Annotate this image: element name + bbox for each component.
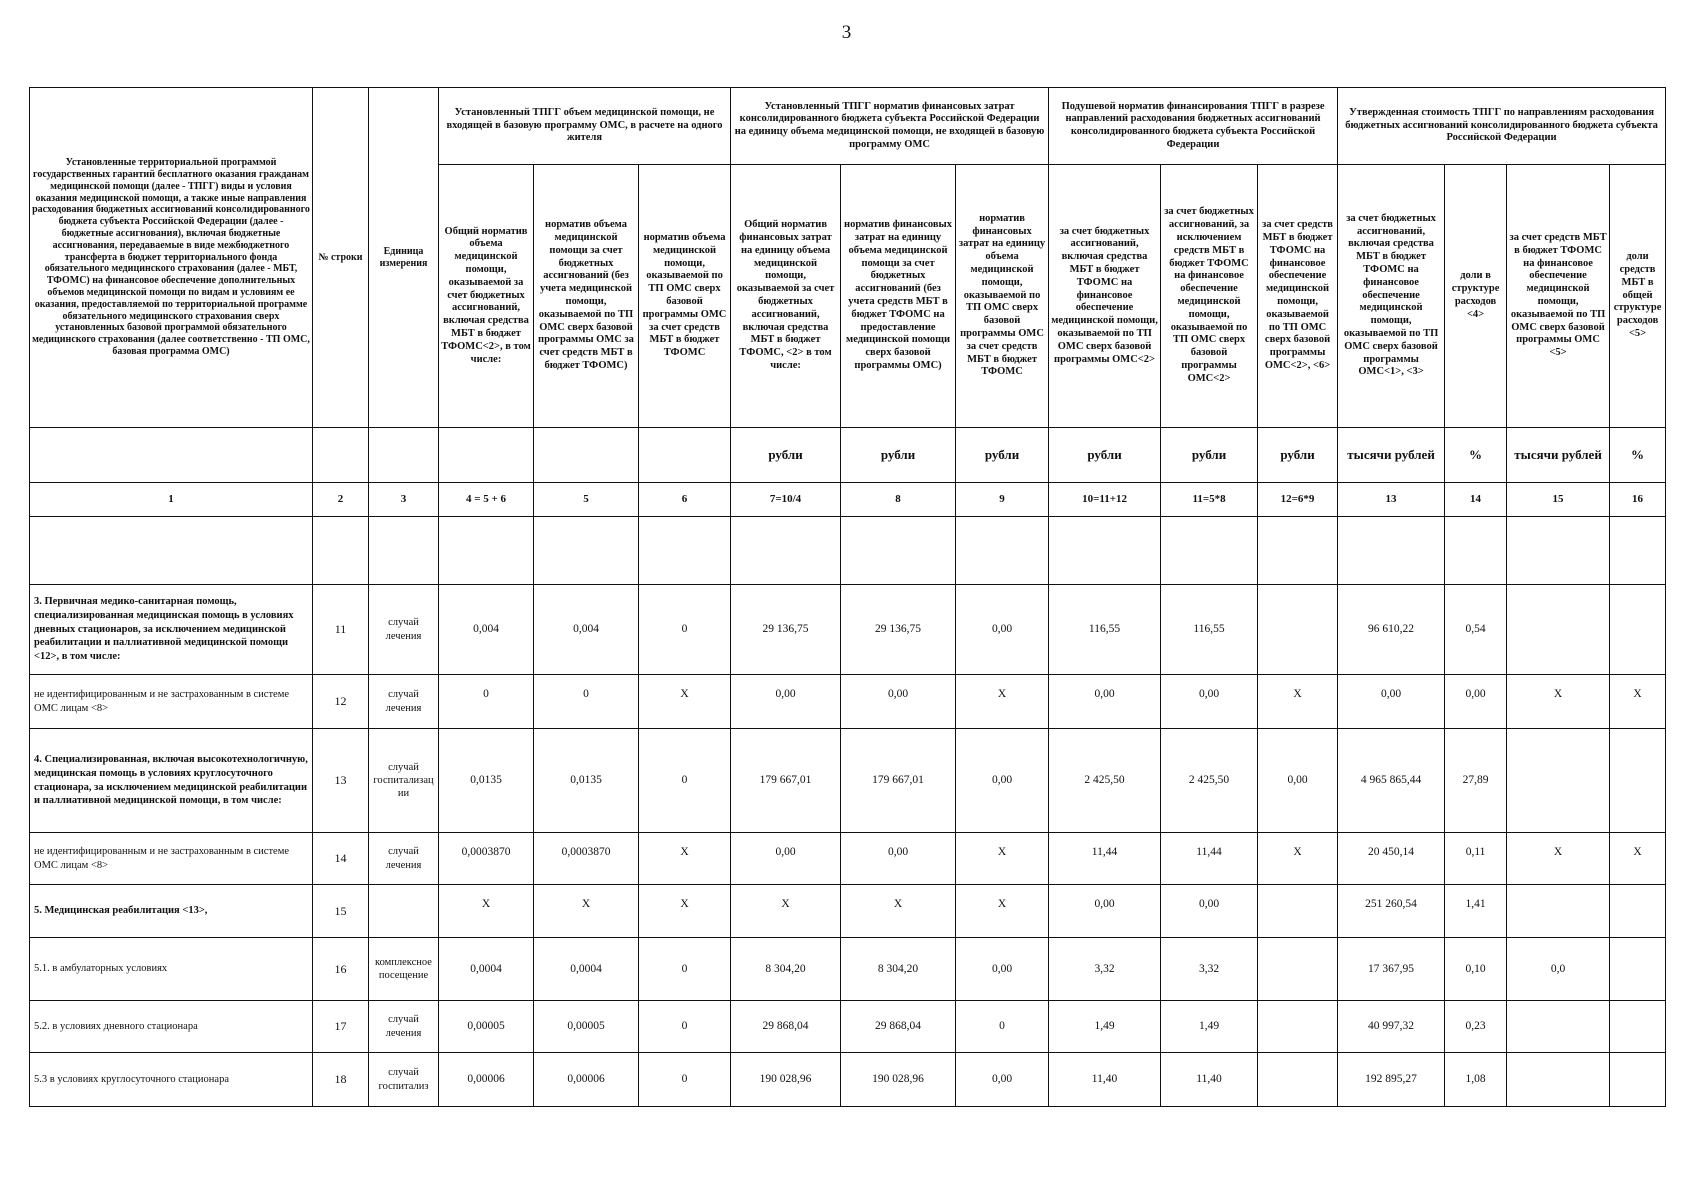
row-name: не идентифицированным и не застрахованным в системе ОМС лицам <8>	[30, 833, 313, 885]
row-value	[1258, 1053, 1338, 1107]
row-unit: случай лечения	[369, 1001, 439, 1053]
row-value: 190 028,96	[841, 1053, 956, 1107]
empty-cell	[1258, 517, 1338, 585]
funding-table	[29, 87, 1666, 1107]
empty-cell	[534, 517, 639, 585]
row-value: 179 667,01	[841, 729, 956, 833]
row-unit: случай госпитализации	[369, 729, 439, 833]
row-value: 0,0004	[439, 938, 534, 1001]
header-col1: Установленные территориальной программой государственных гарантий бесплатного оказания гражданам медицинской помощи (далее - ТПГГ) виды и условия оказания медицинской помощи, а также иные направления расходования бюджетных ассигнований консолидированного бюджета субъекта Российской Федерации (далее - бюджетные ассигнования), включая бюджетные ассигнования, передаваемые в виде межбюджетного трансферта в бюджет территориального фонда обязательного медицинского страхования (далее - МБТ, ТФОМС) на финансовое обеспечение дополнительных объемов медицинской помощи по видам и условиям ее оказания, предоставляемой по территориальной программе обязательного медицинского страхования сверх установленных базовой программой обязательного медицинского страхования (далее соответственно - ТП ОМС, базовая программа ОМС)	[30, 88, 313, 428]
row-name: 4. Специализированная, включая высокотехнологичную, медицинская помощь в условиях круглосуточного стационара, за исключением медицинской реабилитации и паллиативной медицинской помощи, в том числе:	[30, 729, 313, 833]
row-value: 0,54	[1445, 585, 1507, 675]
row-value	[1610, 1001, 1666, 1053]
header-sub-10: за счет бюджетных ассигнований, включая средства МБТ в бюджет ТФОМС на финансовое обеспечение медицинской помощи, оказываемой по ТП ОМС сверх базовой программы ОМС<2>	[1049, 165, 1161, 428]
row-number: 14	[313, 833, 369, 885]
header-group-approved-cost: Утвержденная стоимость ТПГГ по направлениям расходования бюджетных ассигнований консолидированного бюджета субъекта Российской Федерации	[1338, 88, 1666, 165]
row-unit: случай лечения	[369, 833, 439, 885]
row-value: 8 304,20	[841, 938, 956, 1001]
row-value: 29 136,75	[731, 585, 841, 675]
column-index: 16	[1610, 483, 1666, 517]
row-value: 0,0003870	[439, 833, 534, 885]
row-value: 0,11	[1445, 833, 1507, 885]
row-value: 40 997,32	[1338, 1001, 1445, 1053]
row-unit: случай лечения	[369, 585, 439, 675]
row-value: 2 425,50	[1161, 729, 1258, 833]
row-value: X	[956, 885, 1049, 938]
row-value: 0,00	[1161, 885, 1258, 938]
row-value: 2 425,50	[1049, 729, 1161, 833]
row-value: 3,32	[1161, 938, 1258, 1001]
header-sub-9: норматив финансовых затрат на единицу объема медицинской помощи, оказываемой по ТП ОМС сверх базовой программы ОМС за счет средств МБТ в бюджет ТФОМС	[956, 165, 1049, 428]
empty-cell	[1338, 517, 1445, 585]
column-index: 10=11+12	[1049, 483, 1161, 517]
row-value: 0,10	[1445, 938, 1507, 1001]
row-value	[1610, 585, 1666, 675]
row-number: 18	[313, 1053, 369, 1107]
row-value: 0	[639, 729, 731, 833]
column-index: 11=5*8	[1161, 483, 1258, 517]
row-value: 17 367,95	[1338, 938, 1445, 1001]
row-number: 11	[313, 585, 369, 675]
header-sub-6: норматив объема медицинской помощи, оказываемой по ТП ОМС сверх базовой программы ОМС за счет средств МБТ в бюджет ТФОМС	[639, 165, 731, 428]
row-value: X	[731, 885, 841, 938]
empty-cell	[731, 517, 841, 585]
row-unit: случай госпитализ	[369, 1053, 439, 1107]
row-value: 1,08	[1445, 1053, 1507, 1107]
row-value: X	[534, 885, 639, 938]
row-value: 0,00	[1161, 675, 1258, 729]
table-body	[30, 88, 1666, 1107]
row-value: 0	[439, 675, 534, 729]
column-index-row	[30, 483, 1666, 517]
column-index: 8	[841, 483, 956, 517]
row-value: 190 028,96	[731, 1053, 841, 1107]
row-value	[1610, 885, 1666, 938]
header-sub-5: норматив объема медицинской помощи за счет бюджетных ассигнований (без учета медицинской помощи, оказываемой по ТП ОМС сверх базовой программы ОМС за счет средств МБТ в бюджет ТФОМС)	[534, 165, 639, 428]
table-row	[30, 885, 1666, 938]
row-value: 0,00	[841, 833, 956, 885]
column-index: 9	[956, 483, 1049, 517]
row-value: 11,44	[1161, 833, 1258, 885]
column-index: 7=10/4	[731, 483, 841, 517]
column-index: 1	[30, 483, 313, 517]
row-value: 0,00	[731, 675, 841, 729]
empty-cell	[1049, 517, 1161, 585]
row-name: 5. Медицинская реабилитация <13>,	[30, 885, 313, 938]
row-name: 5.1. в амбулаторных условиях	[30, 938, 313, 1001]
row-value: 0,00006	[439, 1053, 534, 1107]
row-value: 251 260,54	[1338, 885, 1445, 938]
row-value: 179 667,01	[731, 729, 841, 833]
row-value	[1507, 1053, 1610, 1107]
unit-cell: рубли	[1049, 428, 1161, 483]
row-value: 116,55	[1161, 585, 1258, 675]
row-value	[1258, 885, 1338, 938]
table-row	[30, 1053, 1666, 1107]
row-name: 3. Первичная медико-санитарная помощь, специализированная медицинская помощь в условиях дневных стационаров, за исключением медицинской реабилитации и паллиативной медицинской помощи <12>, в том числе:	[30, 585, 313, 675]
row-value	[1258, 938, 1338, 1001]
header-row-number: № строки	[313, 88, 369, 428]
row-number: 12	[313, 675, 369, 729]
row-value: X	[639, 675, 731, 729]
row-value: 0,00	[1338, 675, 1445, 729]
column-index: 13	[1338, 483, 1445, 517]
row-value: 29 868,04	[841, 1001, 956, 1053]
row-value: 0,00005	[439, 1001, 534, 1053]
empty-cell	[1610, 517, 1666, 585]
row-value: 29 868,04	[731, 1001, 841, 1053]
row-number: 16	[313, 938, 369, 1001]
header-sub-14: доли в структуре расходов <4>	[1445, 165, 1507, 428]
row-value: 20 450,14	[1338, 833, 1445, 885]
column-index: 14	[1445, 483, 1507, 517]
column-index: 6	[639, 483, 731, 517]
blank-row	[30, 517, 1666, 585]
row-value	[1610, 938, 1666, 1001]
row-value: 0	[956, 1001, 1049, 1053]
unit-cell: рубли	[1258, 428, 1338, 483]
units-row	[30, 428, 1666, 483]
row-unit	[369, 885, 439, 938]
row-value: 0,0	[1507, 938, 1610, 1001]
table-row	[30, 833, 1666, 885]
header-group-cost-norm: Установленный ТПГГ норматив финансовых затрат консолидированного бюджета субъекта Российской Федерации на единицу объема медицинской помощи, не входящей в базовую программу ОМС	[731, 88, 1049, 165]
row-value: 0	[639, 1001, 731, 1053]
row-value: 1,41	[1445, 885, 1507, 938]
column-index: 15	[1507, 483, 1610, 517]
unit-cell	[439, 428, 534, 483]
row-value: X	[1258, 675, 1338, 729]
header-group-per-capita: Подушевой норматив финансирования ТПГГ в разрезе направлений расходования бюджетных ассигнований консолидированного бюджета субъекта Российской Федерации	[1049, 88, 1338, 165]
row-value	[1610, 729, 1666, 833]
table-row	[30, 729, 1666, 833]
row-number: 15	[313, 885, 369, 938]
row-value: 0,00	[956, 729, 1049, 833]
row-value: X	[639, 885, 731, 938]
row-value: 0	[534, 675, 639, 729]
column-index: 3	[369, 483, 439, 517]
row-name: 5.3 в условиях круглосуточного стационара	[30, 1053, 313, 1107]
unit-cell	[30, 428, 313, 483]
unit-cell	[369, 428, 439, 483]
column-index: 12=6*9	[1258, 483, 1338, 517]
unit-cell	[313, 428, 369, 483]
column-index: 4 = 5 + 6	[439, 483, 534, 517]
row-unit: случай лечения	[369, 675, 439, 729]
row-value: 116,55	[1049, 585, 1161, 675]
row-value: 0	[639, 1053, 731, 1107]
table-row	[30, 1001, 1666, 1053]
unit-cell: рубли	[841, 428, 956, 483]
empty-cell	[639, 517, 731, 585]
empty-cell	[956, 517, 1049, 585]
row-value: X	[1610, 833, 1666, 885]
row-value: X	[639, 833, 731, 885]
header-row-groups	[30, 88, 1666, 165]
header-sub-13: за счет бюджетных ассигнований, включая средства МБТ в бюджет ТФОМС на финансовое обеспечение медицинской помощи, оказываемой по ТП ОМС сверх базовой программы ОМС<1>, <3>	[1338, 165, 1445, 428]
header-sub-8: норматив финансовых затрат на единицу объема медицинской помощи за счет бюджетных ассигнований (без учета средств МБТ в бюджет ТФОМС на предоставление медицинской помощи сверх базовой программы ОМС)	[841, 165, 956, 428]
row-value	[1507, 1001, 1610, 1053]
table-row	[30, 585, 1666, 675]
row-value: 11,40	[1161, 1053, 1258, 1107]
header-sub-7: Общий норматив финансовых затрат на единицу объема медицинской помощи, оказываемой за счет бюджетных ассигнований, включая средства МБТ в бюджет ТФОМС, <2> в том числе:	[731, 165, 841, 428]
row-value: 0,0003870	[534, 833, 639, 885]
row-value: 0,00	[1445, 675, 1507, 729]
empty-cell	[369, 517, 439, 585]
row-value: X	[439, 885, 534, 938]
header-sub-15: за счет средств МБТ в бюджет ТФОМС на финансовое обеспечение медицинской помощи, оказываемой по ТП ОМС сверх базовой программы ОМС <5>	[1507, 165, 1610, 428]
row-value: X	[1507, 833, 1610, 885]
row-value: X	[1610, 675, 1666, 729]
header-sub-12: за счет средств МБТ в бюджет ТФОМС на финансовое обеспечение медицинской помощи, оказываемой по ТП ОМС сверх базовой программы ОМС<2>, <6>	[1258, 165, 1338, 428]
row-value	[1507, 885, 1610, 938]
row-value: 1,49	[1161, 1001, 1258, 1053]
unit-cell: рубли	[1161, 428, 1258, 483]
page-number: 3	[841, 22, 852, 43]
row-name: 5.2. в условиях дневного стационара	[30, 1001, 313, 1053]
row-value	[1258, 585, 1338, 675]
row-value: 29 136,75	[841, 585, 956, 675]
row-value	[1507, 585, 1610, 675]
row-value: X	[1507, 675, 1610, 729]
row-value: 0,00	[956, 938, 1049, 1001]
row-value	[1507, 729, 1610, 833]
row-value: 0,00005	[534, 1001, 639, 1053]
row-value: 27,89	[1445, 729, 1507, 833]
row-number: 17	[313, 1001, 369, 1053]
row-value: 192 895,27	[1338, 1053, 1445, 1107]
row-value: 8 304,20	[731, 938, 841, 1001]
row-value: 0,00006	[534, 1053, 639, 1107]
row-value: X	[956, 675, 1049, 729]
row-value: 11,40	[1049, 1053, 1161, 1107]
row-value: 0,004	[534, 585, 639, 675]
header-sub-16: доли средств МБТ в общей структуре расходов <5>	[1610, 165, 1666, 428]
unit-cell: рубли	[731, 428, 841, 483]
table-row	[30, 938, 1666, 1001]
column-index: 2	[313, 483, 369, 517]
header-sub-4: Общий норматив объема медицинской помощи, оказываемой за счет бюджетных ассигнований, включая средства МБТ в бюджет ТФОМС<2>, в том числе:	[439, 165, 534, 428]
row-unit: комплексное посещение	[369, 938, 439, 1001]
unit-cell: %	[1610, 428, 1666, 483]
row-value: 0,00	[1049, 885, 1161, 938]
unit-cell	[534, 428, 639, 483]
table-row	[30, 675, 1666, 729]
row-value: X	[841, 885, 956, 938]
row-value: 3,32	[1049, 938, 1161, 1001]
row-value: 0,00	[1049, 675, 1161, 729]
unit-cell: тысячи рублей	[1338, 428, 1445, 483]
row-value: 0,00	[956, 585, 1049, 675]
row-number: 13	[313, 729, 369, 833]
unit-cell: %	[1445, 428, 1507, 483]
row-value	[1258, 1001, 1338, 1053]
row-value: 0,00	[1258, 729, 1338, 833]
row-value: 0,23	[1445, 1001, 1507, 1053]
header-group-volume: Установленный ТПГГ объем медицинской помощи, не входящей в базовую программу ОМС, в расчете на одного жителя	[439, 88, 731, 165]
row-value: 0,0135	[439, 729, 534, 833]
empty-cell	[30, 517, 313, 585]
row-value: 96 610,22	[1338, 585, 1445, 675]
header-sub-11: за счет бюджетных ассигнований, за исключением средств МБТ в бюджет ТФОМС на финансовое обеспечение медицинской помощи, оказываемой по ТП ОМС сверх базовой программы ОМС<2>	[1161, 165, 1258, 428]
row-value: 0	[639, 938, 731, 1001]
header-unit: Единица измерения	[369, 88, 439, 428]
unit-cell: тысячи рублей	[1507, 428, 1610, 483]
row-name: не идентифицированным и не застрахованным в системе ОМС лицам <8>	[30, 675, 313, 729]
row-value: 0,0004	[534, 938, 639, 1001]
row-value: 0,004	[439, 585, 534, 675]
empty-cell	[841, 517, 956, 585]
row-value: 0,00	[731, 833, 841, 885]
unit-cell: рубли	[956, 428, 1049, 483]
row-value: 4 965 865,44	[1338, 729, 1445, 833]
row-value: 0,0135	[534, 729, 639, 833]
row-value: 0	[639, 585, 731, 675]
empty-cell	[439, 517, 534, 585]
empty-cell	[1445, 517, 1507, 585]
row-value: 0,00	[956, 1053, 1049, 1107]
empty-cell	[313, 517, 369, 585]
column-index: 5	[534, 483, 639, 517]
row-value: X	[956, 833, 1049, 885]
empty-cell	[1507, 517, 1610, 585]
row-value	[1610, 1053, 1666, 1107]
empty-cell	[1161, 517, 1258, 585]
row-value: X	[1258, 833, 1338, 885]
row-value: 1,49	[1049, 1001, 1161, 1053]
unit-cell	[639, 428, 731, 483]
row-value: 11,44	[1049, 833, 1161, 885]
row-value: 0,00	[841, 675, 956, 729]
